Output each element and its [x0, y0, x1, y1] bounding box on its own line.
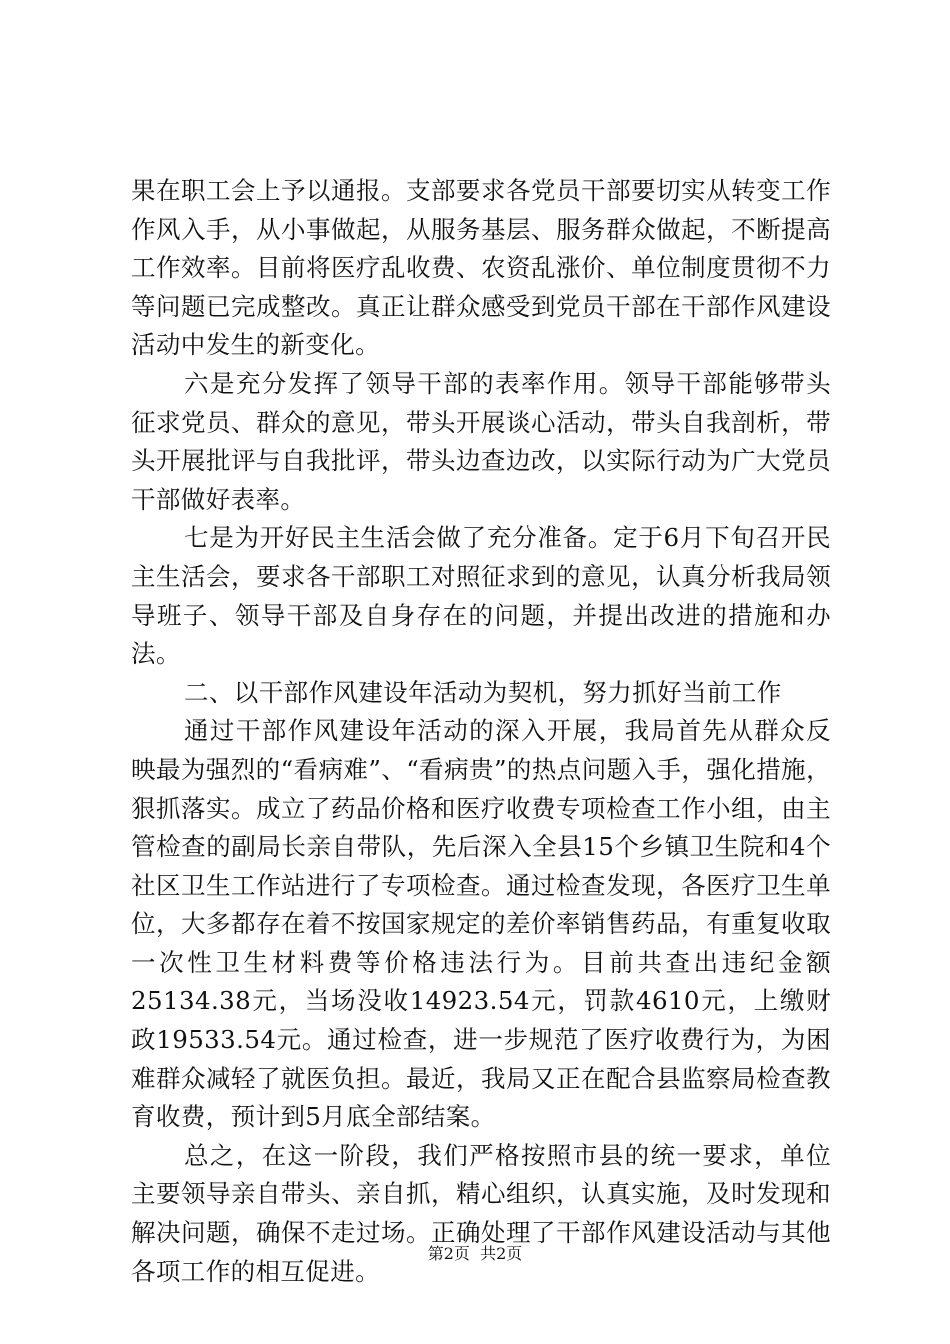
paragraph-continuation: 果在职工会上予以通报。支部要求各党员干部要切实从转变工作作风入手，从小事做起，从服务基层、服务群众做起，不断提高工作效率。目前将医疗乱收费、农资乱涨价、单位制度贯彻不力等问题已完成整改。真正让群众感受到党员干部在干部作风建设活动中发生的新变化。 — [131, 176, 831, 360]
section-heading: 二、以干部作风建设年活动为契机，努力抓好当前工作 — [184, 677, 782, 707]
document-body — [131, 172, 831, 1291]
paragraph-point-six: 六是充分发挥了领导干部的表率作用。领导干部能够带头征求党员、群众的意见，带头开展谈心活动，带头自我剖析，带头开展批评与自我批评，带头边查边改，以实际行动为广大党员干部做好表率。 — [131, 368, 831, 514]
page-number: 第2页 — [427, 1244, 470, 1263]
paragraph-summary: 总之，在这一阶段，我们严格按照市县的统一要求，单位主要领导亲自带头、亲自抓，精心组织，认真实施，及时发现和解决问题，确保不走过场。正确处理了干部作风建设活动与其他各项工作的相互促进。 — [131, 1140, 831, 1286]
paragraph-point-seven: 七是为开好民主生活会做了充分准备。定于6月下旬召开民主生活会，要求各干部职工对照征求到的意见，认真分析我局领导班子、领导干部及自身存在的问题，并提出改进的措施和办法。 — [131, 523, 831, 669]
paragraph-inspection: 通过干部作风建设年活动的深入开展，我局首先从群众反映最为强烈的“看病难”、“看病贵”的热点问题入手，强化措施，狠抓落实。成立了药品价格和医疗收费专项检查工作小组，由主管检查的副局长亲自带队，先后深入全县15个乡镇卫生院和4个社区卫生工作站进行了专项检查。通过检查发现，各医疗卫生单位，大多都存在着不按国家规定的差价率销售药品，有重复收取一次性卫生材料费等价格违法行为。目前共查出违纪金额25134.38元，当场没收14923.54元，罚款4610元，上缴财政19533.54元。通过检查，进一步规范了医疗收费行为，为困难群众减轻了就医负担。最近，我局又正在配合县监察局检查教育收费，预计到5月底全部结案。 — [131, 716, 831, 1132]
page-footer — [0, 1244, 950, 1264]
page-total: 共2页 — [480, 1244, 523, 1263]
